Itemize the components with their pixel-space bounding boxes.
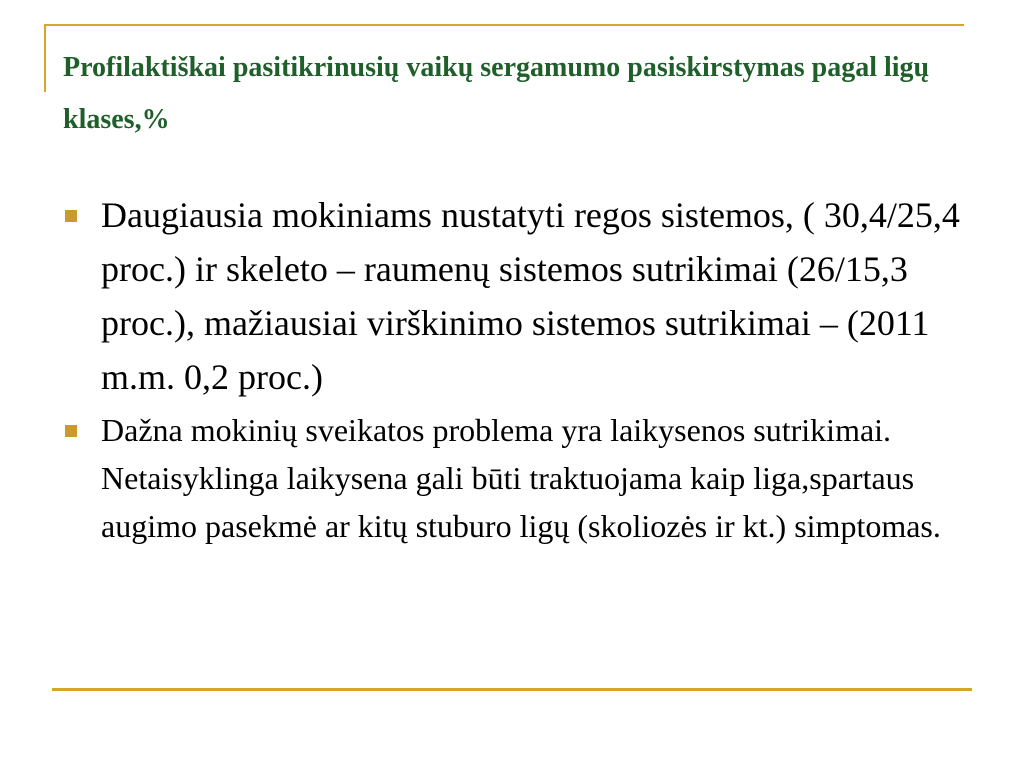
left-rule-line [44,24,46,92]
bullet-list [63,188,963,550]
square-bullet-icon [65,210,77,222]
top-rule-line [44,24,964,26]
bullet-item-2 [63,406,963,550]
bottom-rule-line [52,688,972,691]
bullet-text-2: Dažna mokinių sveikatos problema yra laikysenos sutrikimai. Netaisyklinga laikysena gali būti traktuojama kaip liga,spartaus augimo pasekmė ar kitų stuburo ligų (skoliozės ir kt.) simptomas. [101,412,941,544]
slide-title: Profilaktiškai pasitikrinusių vaikų sergamumo pasiskirstymas pagal ligų klases,% [63,52,930,135]
bullet-item-1 [63,188,963,404]
square-bullet-icon [65,425,77,437]
bullet-text-1: Daugiausia mokiniams nustatyti regos sistemos, ( 30,4/25,4 proc.) ir skeleto – raumenų sistemos sutrikimai (26/15,3 proc.), mažiausiai virškinimo sistemos sutrikimai – (2011 m.m. 0,2 proc.) [101,195,960,397]
